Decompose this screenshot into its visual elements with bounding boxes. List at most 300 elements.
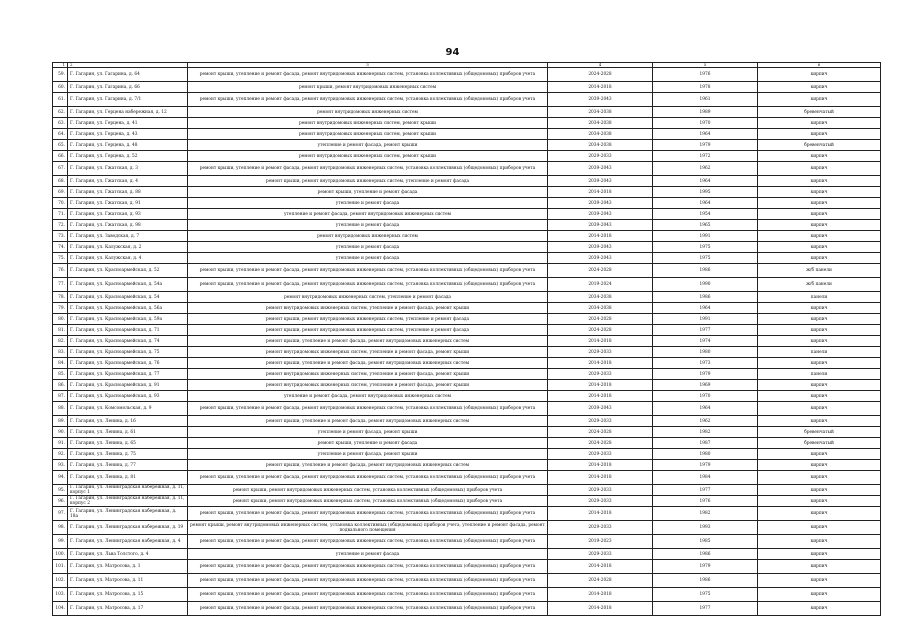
table-row	[53, 187, 881, 198]
address-cell: Г. Гагарин, ул. Гжатская, д. 3	[68, 162, 188, 176]
wall-material-cell: кирпич	[758, 209, 881, 220]
table-row	[53, 292, 881, 303]
table-row	[53, 460, 881, 471]
wall-material-cell: кирпич	[758, 507, 881, 521]
works-cell: ремонт крыши, утепление и ремонт фасада, ремонт внутридомовых инженерных систем, установка коллективных (общедомовых) приборов учета	[188, 68, 548, 82]
works-cell: ремонт крыши, утепление и ремонт фасада, ремонт внутридомовых инженерных систем, установка коллективных (общедомовых) приборов учета	[188, 535, 548, 549]
year-built-cell: 1954	[653, 209, 758, 220]
address-cell: Г. Гагарин, ул. Гжатская, д. 91	[68, 198, 188, 209]
period-cell: 2034-2038	[548, 118, 653, 129]
table-row	[53, 358, 881, 369]
year-built-cell: 1975	[653, 588, 758, 602]
wall-material-cell: кирпич	[758, 460, 881, 471]
year-built-cell: 1980	[653, 449, 758, 460]
table-row	[53, 93, 881, 107]
wall-material-cell: кирпич	[758, 325, 881, 336]
row-number-cell: 71.	[53, 209, 68, 220]
address-cell: Г. Гагарин, ул. Красноармейская, д. 91	[68, 380, 188, 391]
row-number-cell: 89.	[53, 416, 68, 427]
row-number-cell: 70.	[53, 198, 68, 209]
address-cell: Г. Гагарин, ул. Ленина, д. 16	[68, 416, 188, 427]
period-cell: 2024-2028	[548, 438, 653, 449]
row-number-cell: 80.	[53, 314, 68, 325]
works-cell: ремонт крыши, утепление и ремонт фасада, ремонт внутридомовых инженерных систем, установка коллективных (общедомовых) приборов учета	[188, 574, 548, 588]
period-cell: 2034-2038	[548, 129, 653, 140]
period-cell: 2039-2043	[548, 176, 653, 187]
period-cell: 2024-2028	[548, 264, 653, 278]
row-number-cell: 85.	[53, 369, 68, 380]
period-cell: 2034-2038	[548, 140, 653, 151]
year-built-cell: 1962	[653, 416, 758, 427]
period-cell: 2034-2038	[548, 303, 653, 314]
works-cell: утепление и ремонт фасада	[188, 198, 548, 209]
works-cell: утепление и ремонт фасада	[188, 253, 548, 264]
period-cell: 2039-2043	[548, 209, 653, 220]
wall-material-cell: кирпич	[758, 303, 881, 314]
works-cell: утепление и ремонт фасада, ремонт крыши	[188, 140, 548, 151]
table-row	[53, 231, 881, 242]
works-cell: ремонт внутридомовых инженерных систем, ремонт крыши	[188, 118, 548, 129]
table-body	[53, 63, 881, 616]
works-cell: ремонт крыши, утепление и ремонт фасада, ремонт внутридомовых инженерных систем, установка коллективных (общедомовых) приборов учета	[188, 471, 548, 485]
period-cell: 2039-2043	[548, 198, 653, 209]
year-built-cell: 1977	[653, 325, 758, 336]
address-cell: Г. Гагарин, ул. Гагарина, д. 66	[68, 82, 188, 93]
table-row	[53, 507, 881, 521]
table-row	[53, 574, 881, 588]
works-cell: ремонт крыши, утепление и ремонт фасада, ремонт внутридомовых инженерных систем, установка коллективных (общедомовых) приборов учета	[188, 402, 548, 416]
wall-material-cell: кирпич	[758, 416, 881, 427]
table-row	[53, 485, 881, 496]
table-row	[53, 402, 881, 416]
year-built-cell: 1984	[653, 471, 758, 485]
year-built-cell: 1970	[653, 391, 758, 402]
address-cell: Г. Гагарин, ул. Герцена, д. 52	[68, 151, 188, 162]
period-cell: 2014-2018	[548, 82, 653, 93]
works-cell: ремонт крыши, утепление и ремонт фасада, ремонт внутридомовых инженерных систем, установка коллективных (общедомовых) приборов учета	[188, 588, 548, 602]
year-built-cell: 1964	[653, 402, 758, 416]
address-cell: Г. Гагарин, ул. Ленина, д. 81	[68, 471, 188, 485]
table-row	[53, 162, 881, 176]
row-number-cell: 66.	[53, 151, 68, 162]
row-number-cell: 73.	[53, 231, 68, 242]
row-number-cell: 61.	[53, 93, 68, 107]
year-built-cell: 1979	[653, 140, 758, 151]
table-row	[53, 496, 881, 507]
works-cell: ремонт внутридомовых инженерных систем, утепление и ремонт фасада, ремонт крыши	[188, 303, 548, 314]
year-built-cell: 1979	[653, 369, 758, 380]
year-built-cell: 1978	[653, 82, 758, 93]
year-built-cell: 1964	[653, 303, 758, 314]
table-row	[53, 602, 881, 616]
address-cell: Г. Гагарин, ул. Ленина, д. 77	[68, 460, 188, 471]
works-cell: ремонт крыши, утепление и ремонт фасада, ремонт внутридомовых инженерных систем, установка коллективных (общедомовых) приборов учета	[188, 264, 548, 278]
row-number-cell: 98.	[53, 521, 68, 535]
year-built-cell: 1965	[653, 220, 758, 231]
address-cell: Г. Гагарин, ул. Красноармейская, д. 71	[68, 325, 188, 336]
works-cell: утепление и ремонт фасада, ремонт крыши	[188, 427, 548, 438]
address-cell: Г. Гагарин, ул. Красноармейская, д. 54а	[68, 278, 188, 292]
year-built-cell: 1970	[653, 118, 758, 129]
year-built-cell: 1964	[653, 198, 758, 209]
row-number-cell: 91.	[53, 438, 68, 449]
year-built-cell: 1986	[653, 264, 758, 278]
row-number-cell: 90.	[53, 427, 68, 438]
address-cell: Г. Гагарин, ул. Ленинградская набережная, д. 18а	[68, 507, 188, 521]
works-cell: ремонт крыши, утепление и ремонт фасада, ремонт внутридомовых инженерных систем, установка коллективных (общедомовых) приборов учета	[188, 93, 548, 107]
year-built-cell: 1964	[653, 176, 758, 187]
row-number-cell: 104.	[53, 602, 68, 616]
works-cell: ремонт крыши, ремонт внутридомовых инженерных систем, установка коллективных (общедомовых) приборов учета	[188, 485, 548, 496]
table-row	[53, 336, 881, 347]
address-cell: Г. Гагарин, ул. Ленинградская набережная, д. 4	[68, 535, 188, 549]
table-row	[53, 427, 881, 438]
address-cell: Г. Гагарин, ул. Матросова, д. 15	[68, 588, 188, 602]
table-row	[53, 314, 881, 325]
row-number-cell: 68.	[53, 176, 68, 187]
works-cell: утепление и ремонт фасада, ремонт внутридомовых инженерных систем	[188, 209, 548, 220]
year-built-cell: 1980	[653, 347, 758, 358]
wall-material-cell: ж/б панели	[758, 278, 881, 292]
period-cell: 2034-2038	[548, 107, 653, 118]
row-number-cell: 65.	[53, 140, 68, 151]
address-cell: Г. Гагарин, ул. Гагарина, д. 64	[68, 68, 188, 82]
period-cell: 2014-2018	[548, 358, 653, 369]
year-built-cell: 1986	[653, 574, 758, 588]
row-number-cell: 97.	[53, 507, 68, 521]
wall-material-cell: кирпич	[758, 68, 881, 82]
row-number-cell: 1	[53, 63, 68, 68]
address-cell: 2	[68, 63, 188, 68]
works-cell: ремонт крыши, утепление и ремонт фасада, ремонт внутридомовых инженерных систем, установка коллективных (общедомовых) приборов учета	[188, 560, 548, 574]
wall-material-cell: кирпич	[758, 380, 881, 391]
row-number-cell: 87.	[53, 391, 68, 402]
period-cell: 2039-2043	[548, 220, 653, 231]
address-cell: Г. Гагарин, ул. Красноармейская, д. 77	[68, 369, 188, 380]
row-number-cell: 96.	[53, 496, 68, 507]
table-row	[53, 347, 881, 358]
period-cell: 2039-2043	[548, 162, 653, 176]
table-row	[53, 560, 881, 574]
row-number-cell: 78.	[53, 292, 68, 303]
works-cell: ремонт крыши, ремонт внутридомовых инженерных систем	[188, 82, 548, 93]
address-cell: Г. Гагарин, ул. Льва Толстого, д. 4	[68, 549, 188, 560]
address-cell: Г. Гагарин, ул. Красноармейская, д. 59а	[68, 314, 188, 325]
row-number-cell: 100.	[53, 549, 68, 560]
year-built-cell: 1976	[653, 496, 758, 507]
year-built-cell: 1969	[653, 380, 758, 391]
table-row	[53, 209, 881, 220]
wall-material-cell: 6	[758, 63, 881, 68]
address-cell: Г. Гагарин, ул. Герцена, д. 41	[68, 118, 188, 129]
wall-material-cell: кирпич	[758, 521, 881, 535]
period-cell: 2039-2043	[548, 93, 653, 107]
works-cell: утепление и ремонт фасада	[188, 242, 548, 253]
works-cell: ремонт внутридомовых инженерных систем, утепление и ремонт фасада, ремонт крыши	[188, 347, 548, 358]
wall-material-cell: кирпич	[758, 535, 881, 549]
wall-material-cell: бревенчатый	[758, 427, 881, 438]
address-cell: Г. Гагарин, ул. Гжатская, д. 88	[68, 187, 188, 198]
row-number-cell: 99.	[53, 535, 68, 549]
wall-material-cell: кирпич	[758, 485, 881, 496]
year-built-cell: 1982	[653, 507, 758, 521]
wall-material-cell: кирпич	[758, 496, 881, 507]
year-built-cell: 1962	[653, 162, 758, 176]
works-cell: ремонт внутридомовых инженерных систем	[188, 107, 548, 118]
period-cell: 2014-2018	[548, 507, 653, 521]
row-number-cell: 93.	[53, 460, 68, 471]
year-built-cell: 1975	[653, 253, 758, 264]
wall-material-cell: бревенчатый	[758, 438, 881, 449]
row-number-cell: 75.	[53, 253, 68, 264]
table-row	[53, 369, 881, 380]
works-cell: ремонт крыши, ремонт внутридомовых инженерных систем, утепление и ремонт фасада	[188, 176, 548, 187]
row-number-cell: 94.	[53, 471, 68, 485]
row-number-cell: 62.	[53, 107, 68, 118]
wall-material-cell: кирпич	[758, 549, 881, 560]
address-cell: Г. Гагарин, ул. Герцена, д. 48	[68, 140, 188, 151]
address-cell: Г. Гагарин, ул. Красноармейская, д. 74	[68, 336, 188, 347]
table-row	[53, 521, 881, 535]
table-row	[53, 588, 881, 602]
period-cell: 2039-2043	[548, 242, 653, 253]
row-number-cell: 59.	[53, 68, 68, 82]
row-number-cell: 84.	[53, 358, 68, 369]
period-cell: 2029-2033	[548, 549, 653, 560]
period-cell: 2024-2028	[548, 325, 653, 336]
period-cell: 2034-2038	[548, 292, 653, 303]
period-cell: 2014-2018	[548, 588, 653, 602]
year-built-cell: 1991	[653, 231, 758, 242]
period-cell: 2014-2018	[548, 602, 653, 616]
wall-material-cell: кирпич	[758, 253, 881, 264]
works-cell: утепление и ремонт фасада	[188, 220, 548, 231]
period-cell: 2014-2018	[548, 380, 653, 391]
table-row	[53, 129, 881, 140]
works-cell: ремонт внутридомовых инженерных систем	[188, 231, 548, 242]
works-cell: ремонт крыши, ремонт внутридомовых инженерных систем, установка коллективных (общедомовых) приборов учета	[188, 496, 548, 507]
table-row	[53, 82, 881, 93]
period-cell: 2029-2033	[548, 496, 653, 507]
period-cell: 2029-2033	[548, 369, 653, 380]
address-cell: Г. Гагарин, ул. Гжатская, д. 93	[68, 209, 188, 220]
address-cell: Г. Гагарин, ул. Красноармейская, д. 52	[68, 264, 188, 278]
year-built-cell: 1986	[653, 549, 758, 560]
year-built-cell: 1974	[653, 336, 758, 347]
works-cell: 3	[188, 63, 548, 68]
period-cell: 2024-2028	[548, 574, 653, 588]
wall-material-cell: кирпич	[758, 93, 881, 107]
wall-material-cell: кирпич	[758, 574, 881, 588]
address-cell: Г. Гагарин, ул. Красноармейская, д. 56а	[68, 303, 188, 314]
period-cell: 2024-2028	[548, 314, 653, 325]
table-row	[53, 471, 881, 485]
works-cell: ремонт внутридомовых инженерных систем, утепление и ремонт фасада, ремонт крыши	[188, 369, 548, 380]
wall-material-cell: кирпич	[758, 231, 881, 242]
works-cell: утепление и ремонт фасада, ремонт крыши	[188, 449, 548, 460]
wall-material-cell: панели	[758, 292, 881, 303]
period-cell: 2014-2018	[548, 460, 653, 471]
address-cell: Г. Гагарин, ул. Красноармейская, д. 75	[68, 347, 188, 358]
wall-material-cell: кирпич	[758, 358, 881, 369]
row-number-cell: 77.	[53, 278, 68, 292]
year-built-cell: 1973	[653, 358, 758, 369]
period-cell: 2039-2043	[548, 402, 653, 416]
wall-material-cell: кирпич	[758, 602, 881, 616]
address-cell: Г. Гагарин, ул. Красноармейская, д. 54	[68, 292, 188, 303]
row-number-cell: 103.	[53, 588, 68, 602]
table-row	[53, 264, 881, 278]
year-built-cell: 1979	[653, 460, 758, 471]
year-built-cell: 1972	[653, 151, 758, 162]
address-cell: Г. Гагарин, ул. Ленинградская набережная, д. 11, корпус 2	[68, 496, 188, 507]
row-number-cell: 86.	[53, 380, 68, 391]
wall-material-cell: бревенчатый	[758, 140, 881, 151]
year-built-cell: 1995	[653, 187, 758, 198]
row-number-cell: 92.	[53, 449, 68, 460]
table-row	[53, 535, 881, 549]
row-number-cell: 82.	[53, 336, 68, 347]
address-cell: Г. Гагарин, ул. Красноармейская, д. 93	[68, 391, 188, 402]
address-cell: Г. Гагарин, ул. Гжатская, д. 98	[68, 220, 188, 231]
year-built-cell: 1961	[653, 93, 758, 107]
address-cell: Г. Гагарин, ул. Ленинградская набережная, д. 19	[68, 521, 188, 535]
row-number-cell: 79.	[53, 303, 68, 314]
table-row	[53, 107, 881, 118]
wall-material-cell: кирпич	[758, 471, 881, 485]
period-cell: 2014-2018	[548, 336, 653, 347]
wall-material-cell: кирпич	[758, 242, 881, 253]
address-cell: Г. Гагарин, ул. Матросова, д. 11	[68, 574, 188, 588]
table-row	[53, 303, 881, 314]
wall-material-cell: кирпич	[758, 176, 881, 187]
wall-material-cell: кирпич	[758, 391, 881, 402]
row-number-cell: 101.	[53, 560, 68, 574]
works-cell: ремонт крыши, утепление и ремонт фасада, ремонт внутридомовых инженерных систем	[188, 358, 548, 369]
period-cell: 2029-2033	[548, 151, 653, 162]
period-cell: 2014-2018	[548, 231, 653, 242]
address-cell: Г. Гагарин, ул. Гжатская, д. 4	[68, 176, 188, 187]
year-built-cell: 1993	[653, 521, 758, 535]
row-number-cell: 74.	[53, 242, 68, 253]
period-cell: 2029-2033	[548, 347, 653, 358]
works-cell: ремонт крыши, ремонт внутридомовых инженерных систем, утепление и ремонт фасада	[188, 325, 548, 336]
wall-material-cell: кирпич	[758, 187, 881, 198]
page-number: 94	[445, 47, 460, 58]
wall-material-cell: кирпич	[758, 151, 881, 162]
table-row	[53, 380, 881, 391]
works-cell: ремонт крыши, утепление и ремонт фасада, ремонт внутридомовых инженерных систем, установка коллективных (общедомовых) приборов учета	[188, 507, 548, 521]
address-cell: Г. Гагарин, ул. Герцена набережная, д. 12	[68, 107, 188, 118]
row-number-cell: 72.	[53, 220, 68, 231]
period-cell: 2029-2033	[548, 521, 653, 535]
period-cell: 2014-2018	[548, 560, 653, 574]
table-row	[53, 325, 881, 336]
works-cell: ремонт крыши, ремонт внутридомовых инженерных систем, утепление и ремонт фасада	[188, 314, 548, 325]
year-built-cell: 1990	[653, 278, 758, 292]
period-cell: 4	[548, 63, 653, 68]
table-row	[53, 391, 881, 402]
works-cell: ремонт внутридомовых инженерных систем, утепление и ремонт фасада, ремонт крыши	[188, 380, 548, 391]
row-number-cell: 88.	[53, 402, 68, 416]
period-cell: 2014-2018	[548, 391, 653, 402]
address-cell: Г. Гагарин, ул. Калужская, д. 2	[68, 242, 188, 253]
works-cell: ремонт крыши, ремонт внутридомовых инженерных систем, установка коллективных (общедомовых) приборов учета, утепление и ремонт фасада, ремонт подвального помещения	[188, 521, 548, 535]
address-cell: Г. Гагарин, ул. Ленинградская набережная, д. 11, корпус 1	[68, 485, 188, 496]
table-row	[53, 449, 881, 460]
period-cell: 2014-2018	[548, 471, 653, 485]
wall-material-cell: кирпич	[758, 560, 881, 574]
table-row	[53, 220, 881, 231]
table-row	[53, 118, 881, 129]
works-cell: ремонт крыши, утепление и ремонт фасада, ремонт внутридомовых инженерных систем	[188, 460, 548, 471]
works-cell: ремонт крыши, утепление и ремонт фасада, ремонт внутридомовых инженерных систем, установка коллективных (общедомовых) приборов учета	[188, 278, 548, 292]
works-cell: утепление и ремонт фасада, ремонт внутридомовых инженерных систем	[188, 391, 548, 402]
wall-material-cell: кирпич	[758, 118, 881, 129]
address-cell: Г. Гагарин, ул. Комсомольская, д. 9	[68, 402, 188, 416]
address-cell: Г. Гагарин, ул. Матросова, д. 1	[68, 560, 188, 574]
year-built-cell: 1977	[653, 602, 758, 616]
address-cell: Г. Гагарин, ул. Ленина, д. 75	[68, 449, 188, 460]
address-cell: Г. Гагарин, ул. Ленина, д. 65	[68, 438, 188, 449]
row-number-cell: 102.	[53, 574, 68, 588]
works-cell: ремонт крыши, утепление и ремонт фасада, ремонт внутридомовых инженерных систем, установка коллективных (общедомовых) приборов учета	[188, 162, 548, 176]
works-cell: утепление и ремонт фасада	[188, 549, 548, 560]
works-cell: ремонт крыши, утепление и ремонт фасада, ремонт внутридомовых инженерных систем, установка коллективных (общедомовых) приборов учета	[188, 602, 548, 616]
wall-material-cell: кирпич	[758, 129, 881, 140]
period-cell: 2029-2033	[548, 416, 653, 427]
wall-material-cell: кирпич	[758, 198, 881, 209]
table-row	[53, 198, 881, 209]
wall-material-cell: кирпич	[758, 220, 881, 231]
wall-material-cell: кирпич	[758, 82, 881, 93]
wall-material-cell: кирпич	[758, 314, 881, 325]
wall-material-cell: кирпич	[758, 588, 881, 602]
row-number-cell: 63.	[53, 118, 68, 129]
table-row	[53, 438, 881, 449]
row-number-cell: 81.	[53, 325, 68, 336]
table-row	[53, 549, 881, 560]
table-row	[53, 151, 881, 162]
wall-material-cell: кирпич	[758, 162, 881, 176]
year-built-cell: 1976	[653, 68, 758, 82]
period-cell: 2014-2018	[548, 187, 653, 198]
works-cell: ремонт крыши, утепление и ремонт фасада, ремонт внутридомовых инженерных систем	[188, 336, 548, 347]
year-built-cell: 1979	[653, 560, 758, 574]
table-row	[53, 176, 881, 187]
period-cell: 2019-2023	[548, 535, 653, 549]
address-cell: Г. Гагарин, ул. Ленина, д. 61	[68, 427, 188, 438]
row-number-cell: 76.	[53, 264, 68, 278]
address-cell: Г. Гагарин, ул. Калужская, д. 4	[68, 253, 188, 264]
table-row	[53, 416, 881, 427]
period-cell: 2039-2043	[548, 253, 653, 264]
table-row	[53, 140, 881, 151]
table-row	[53, 278, 881, 292]
year-built-cell: 1989	[653, 107, 758, 118]
period-cell: 2029-2033	[548, 449, 653, 460]
wall-material-cell: ж/б панели	[758, 264, 881, 278]
address-cell: Г. Гагарин, ул. Матросова, д. 17	[68, 602, 188, 616]
period-cell: 2024-2028	[548, 68, 653, 82]
year-built-cell: 1964	[653, 129, 758, 140]
renovation-table	[52, 62, 881, 616]
year-built-cell: 1982	[653, 427, 758, 438]
wall-material-cell: кирпич	[758, 449, 881, 460]
works-cell: ремонт внутридомовых инженерных систем, ремонт крыши	[188, 129, 548, 140]
address-cell: Г. Гагарин, ул. Гагарина, д. 7/1	[68, 93, 188, 107]
works-cell: ремонт внутридомовых инженерных систем, ремонт крыши	[188, 151, 548, 162]
